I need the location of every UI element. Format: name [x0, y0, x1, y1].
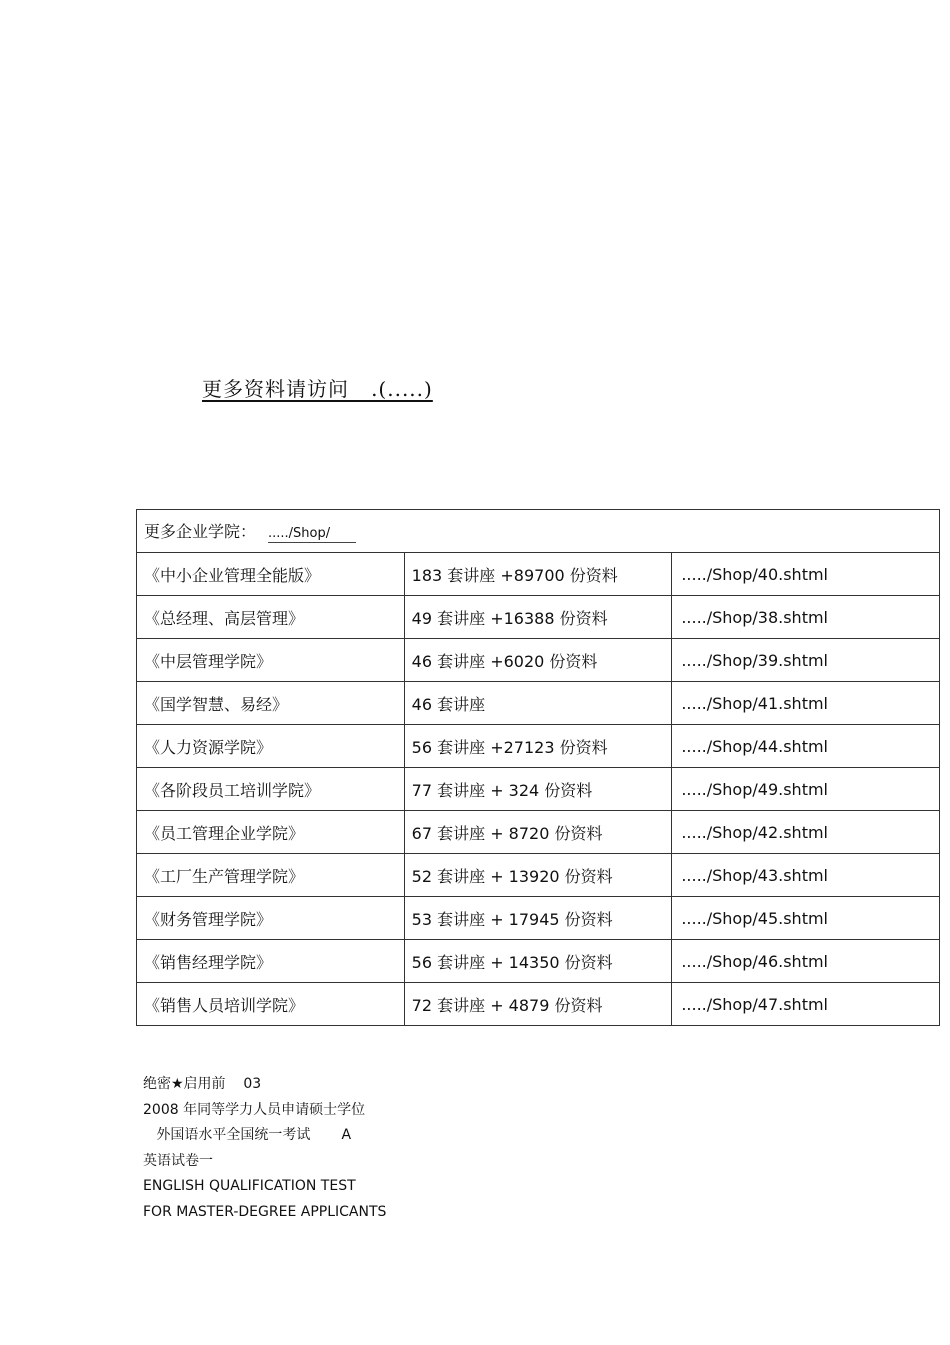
course-url[interactable]: ...../Shop/49.shtml: [672, 768, 940, 811]
course-url[interactable]: ...../Shop/41.shtml: [672, 682, 940, 725]
course-name: 《工厂生产管理学院》: [137, 854, 405, 897]
course-url[interactable]: ...../Shop/38.shtml: [672, 596, 940, 639]
course-desc: 56 套讲座 +27123 份资料: [404, 725, 672, 768]
course-desc: 49 套讲座 +16388 份资料: [404, 596, 672, 639]
visit-link-line[interactable]: 更多资料请访问 .(.....): [202, 377, 433, 401]
course-name: 《国学智慧、易经》: [137, 682, 405, 725]
course-url[interactable]: ...../Shop/46.shtml: [672, 940, 940, 983]
table-row: [137, 940, 940, 983]
english-title-line: ENGLISH QUALIFICATION TEST: [143, 1178, 356, 1194]
course-name: 《中小企业管理全能版》: [137, 553, 405, 596]
confidential-line: 绝密★启用前 03: [143, 1076, 262, 1092]
table-row: [137, 983, 940, 1026]
course-url[interactable]: ...../Shop/42.shtml: [672, 811, 940, 854]
course-name: 《销售人员培训学院》: [137, 983, 405, 1026]
shop-link[interactable]: ...../Shop/: [268, 525, 356, 543]
course-desc: 77 套讲座 + 324 份资料: [404, 768, 672, 811]
exam-header-block: [143, 1072, 386, 1225]
course-desc: 56 套讲座 + 14350 份资料: [404, 940, 672, 983]
course-desc: 67 套讲座 + 8720 份资料: [404, 811, 672, 854]
course-desc: 72 套讲座 + 4879 份资料: [404, 983, 672, 1026]
paper-title-line: 英语试卷一: [143, 1152, 213, 1169]
course-url[interactable]: ...../Shop/44.shtml: [672, 725, 940, 768]
course-desc: 53 套讲座 + 17945 份资料: [404, 897, 672, 940]
table-row: [137, 854, 940, 897]
exam-name-line: 外国语水平全国统一考试 A: [143, 1127, 352, 1143]
english-subtitle-line: FOR MASTER-DEGREE APPLICANTS: [143, 1203, 387, 1220]
course-name: 《员工管理企业学院》: [137, 811, 405, 854]
exam-year-line: 2008 年同等学力人员申请硕士学位: [143, 1101, 366, 1118]
course-desc: 183 套讲座 +89700 份资料: [404, 553, 672, 596]
course-desc: 46 套讲座: [404, 682, 672, 725]
table-row: [137, 725, 940, 768]
course-desc: 46 套讲座 +6020 份资料: [404, 639, 672, 682]
table-row: [137, 596, 940, 639]
table-header-row: [137, 510, 940, 553]
course-name: 《各阶段员工培训学院》: [137, 768, 405, 811]
table-row: [137, 768, 940, 811]
table-row: [137, 553, 940, 596]
course-name: 《销售经理学院》: [137, 940, 405, 983]
table-row: [137, 682, 940, 725]
course-url[interactable]: ...../Shop/47.shtml: [672, 983, 940, 1026]
course-url[interactable]: ...../Shop/43.shtml: [672, 854, 940, 897]
course-name: 《总经理、高层管理》: [137, 596, 405, 639]
header-cell: [137, 510, 940, 553]
header-label: 更多企业学院：: [144, 522, 257, 541]
table-row: [137, 811, 940, 854]
course-name: 《财务管理学院》: [137, 897, 405, 940]
course-name: 《中层管理学院》: [137, 639, 405, 682]
course-url[interactable]: ...../Shop/39.shtml: [672, 639, 940, 682]
course-catalog-table: [136, 509, 940, 1026]
table-row: [137, 897, 940, 940]
course-name: 《人力资源学院》: [137, 725, 405, 768]
course-desc: 52 套讲座 + 13920 份资料: [404, 854, 672, 897]
table-row: [137, 639, 940, 682]
course-url[interactable]: ...../Shop/45.shtml: [672, 897, 940, 940]
course-url[interactable]: ...../Shop/40.shtml: [672, 553, 940, 596]
